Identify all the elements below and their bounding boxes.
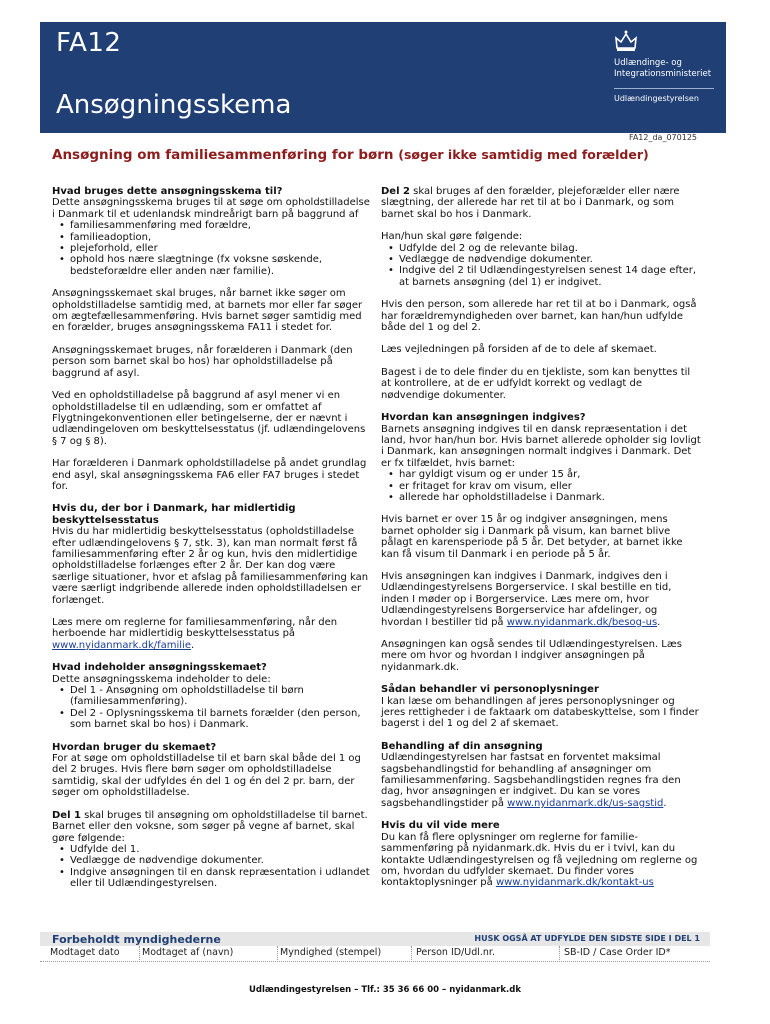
parts-list — [52, 685, 370, 731]
paragraph-with-link — [52, 617, 370, 651]
paragraph: Hvis barnet er over 15 år og indgiver ansøgningen, mens barnet opholder sig i Danmark på visum, kan barnet blive pålagt en karensperiode på 5 år. Det betyder, at barnet ikke kan få visum til Danmark i en periode på 5 år. — [381, 514, 683, 560]
left-column — [52, 186, 370, 901]
authority-label: Forbeholdt myndighederne — [52, 933, 221, 946]
section-heading: Hvis du vil vide mere — [381, 820, 500, 832]
besog-link[interactable]: www.nyidanmark.dk/besog-us — [506, 616, 658, 628]
paragraph-with-link — [381, 571, 701, 628]
list-item: • har gyldigt visum og er under 15 år, — [381, 469, 701, 480]
paragraph: Bagest i de to dele finder du en tjekliste, som kan benyttes til at kontrollere, at de er udfyldt korrekt og vedlagt de nødvendige dokumenter. — [381, 366, 691, 401]
paragraph-with-link — [381, 832, 701, 889]
paragraph-text: skal bruges til ansøgning om opholdstilladelse til barnet. Barnet eller den voksne, som søger på vegne af barnet, skal gøre følgende: — [52, 809, 368, 844]
steps-list — [52, 844, 370, 890]
section-heading: Hvordan kan ansøgningen indgives? — [381, 412, 586, 424]
paragraph: Ansøgningsskemaet bruges, når forælderen i Danmark (den person som barnet skal bo hos) har opholdstilladelse på baggrund af asyl. — [52, 344, 353, 379]
paragraph-with-link — [381, 752, 701, 809]
paragraph-text: skal bruges af den forælder, plejeforælder eller nære slægtning, der allerede har ret til at bo i Danmark, og som barnet skal bo hos i Danmark. — [381, 186, 680, 220]
authority-fields — [40, 946, 710, 962]
person-id-field[interactable]: Person ID/Udl.nr. — [412, 946, 560, 962]
main-title — [52, 146, 692, 164]
paragraph: Hvis du har midlertidig beskyttelsesstatus (opholdstilladelse efter udlændingelovens § 7, stk. 3), kan man normalt først få familiesammenføring efter 2 år og kun, hvis den midlertidige opholdstilladelse forlænges efter 2 år. Der kan dog være særlige situationer, hvor et afslag på familiesammenføring kan være særligt indgribende allerede inden opholdstilladelsen er forlænget. — [52, 526, 369, 606]
conditions-list — [381, 469, 701, 503]
ministry-name: Udlændinge- og Integrationsministeriet — [614, 58, 712, 79]
paragraph: Han/hun skal gøre følgende: — [381, 231, 523, 243]
list-item: • Indgive ansøgningen til en dansk repræsentation i udlandet eller til Udlændingestyrelsen. — [52, 867, 370, 890]
list-item: • ophold hos nære slægtninge (fx voksne søskende, bedsteforældre eller anden nær familie). — [52, 254, 370, 277]
paragraph: Dette ansøgningsskema bruges til at søge om opholdstilladelse i Danmark til et udenlandsk mindreårigt barn på baggrund af — [52, 197, 370, 220]
punctuation: . — [663, 797, 667, 809]
section-heading: Hvad bruges dette ansøgningsskema til? — [52, 186, 283, 197]
familie-link[interactable]: www.nyidanmark.dk/familie — [52, 639, 191, 651]
paragraph-text: Du kan få flere oplysninger om reglerne for familie-sammenføring på nyidanmark.dk. Hvis du er i tvivl, kan du kontakte Udlændingestyrelsen og få vejledning om reglerne og om, hvordan du udfylder skemaet. Du finder vores kontaktoplysninger på — [381, 831, 698, 889]
authority-stamp-field[interactable]: Myndighed (stempel) — [278, 946, 412, 962]
list-item: • Del 1 - Ansøgning om opholdstilladelse til børn (familiesammenføring). — [52, 685, 370, 708]
paragraph-text: Læs mere om reglerne for familiesammenføring, når den herboende har midlertidig beskyttelsesstatus på — [52, 617, 338, 640]
header-banner — [40, 22, 726, 133]
bold-label: Del 2 — [381, 186, 410, 197]
sagstid-link[interactable]: www.nyidanmark.dk/us-sagstid — [507, 797, 664, 809]
kontakt-link[interactable]: www.nyidanmark.dk/kontakt-us — [495, 877, 654, 889]
paragraph: I kan læse om behandlingen af jeres personoplysninger og jeres rettigheder i de faktaark om databeskyttelse, som I finder bagerst i del 1 og del 2 af skemaet. — [381, 695, 699, 730]
form-title: Ansøgningsskema — [56, 90, 292, 120]
main-title-sub: (søger ikke samtidig med forælder) — [398, 147, 649, 162]
paragraph: Ansøgningen kan også sendes til Udlændingestyrelsen. Læs mere om hvor og hvordan I indgiver ansøgningen på nyidanmark.dk. — [381, 639, 682, 673]
agency-name: Udlændingestyrelsen — [614, 94, 699, 103]
paragraph-text: Hvis ansøgningen kan indgives i Danmark, indgives den i Udlændingestyrelsens Borgerservice. I skal bestille en tid, inden I møder op i Borgerservice. Læs mere om, hvor Udlændingestyrelsens Borgerservice har afdelinger, og hvordan I bestiller tid på — [381, 570, 672, 628]
list-item: • Vedlægge de nødvendige dokumenter. — [381, 254, 701, 265]
section-heading: Sådan behandler vi personoplysninger — [381, 684, 599, 696]
paragraph: Hvis den person, som allerede har ret til at bo i Danmark, også har forældremyndigheden over barnet, kan han/hun udfylde både del 1 og del 2. — [381, 299, 697, 334]
paragraph: Læs vejledningen på forsiden af de to dele af skemaet. — [381, 344, 657, 356]
section-heading: Hvordan bruger du skemaet? — [52, 741, 217, 753]
punctuation: . — [190, 639, 195, 651]
paragraph: Ved en opholdstilladelse på baggrund af asyl mener vi en opholdstilladelse til en udlænding, som er omfattet af Flygtningekonventionen eller betingelserne, der er nævnt i udlændingeloven om beskyttelsesstatus (jf. udlændingelovens § 7 og § 8). — [52, 390, 366, 447]
form-code: FA12_da_070125 — [628, 133, 697, 142]
list-item: • Udfylde del 2 og de relevante bilag. — [381, 243, 701, 254]
received-by-field[interactable]: Modtaget af (navn) — [140, 946, 278, 962]
bold-label: Del 1 — [52, 809, 81, 821]
list-item: • er fritaget for krav om visum, eller — [381, 481, 701, 492]
list-item: • Del 2 - Oplysningsskema til barnets forælder (den person, som barnet skal bo hos) i Danmark. — [52, 708, 370, 731]
paragraph: Har forælderen i Danmark opholdstilladelse på andet grundlag end asyl, skal ansøgningsskema FA6 eller FA7 bruges i stedet for. — [52, 458, 367, 492]
paragraph: For at søge om opholdstilladelse til et barn skal både del 1 og del 2 bruges. Hvis flere børn søger om opholdstilladelse samtidig, skal der udfyldes én del 1 og én del 2 pr. barn, der søger om opholdstilladelse. — [52, 753, 361, 799]
list-item: • allerede har opholdstilladelse i Danmark. — [381, 492, 701, 503]
received-date-field[interactable]: Modtaget dato — [50, 946, 140, 962]
paragraph — [381, 186, 701, 220]
purpose-list — [52, 220, 370, 277]
list-item: • familieadoption, — [52, 232, 370, 243]
form-number: FA12 — [56, 28, 122, 58]
punctuation: . — [657, 616, 661, 628]
list-item: • Udfylde del 1. — [52, 844, 370, 855]
paragraph: Ansøgningsskemaet skal bruges, når barnet ikke søger om opholdstilladelse samtidig med, at barnets mor eller far søger om ægtefællesammenføring. Hvis barnet søger samtidig med en forælder, bruges ansøgningsskema FA11 i stedet for. — [52, 288, 363, 334]
right-column — [381, 186, 701, 900]
list-item: • plejeforhold, eller — [52, 243, 370, 254]
steps-list — [381, 243, 701, 289]
section-heading: Hvis du, der bor i Danmark, har midlertidig beskyttelsesstatus — [52, 503, 296, 526]
contact-footer: Udlændingestyrelsen – Tlf.: 35 36 66 00 – nyidanmark.dk — [248, 985, 521, 995]
list-item: • Vedlægge de nødvendige dokumenter. — [52, 855, 370, 866]
list-item: • Indgive del 2 til Udlændingestyrelsen senest 14 dage efter, at barnets ansøgning (del 1) er indgivet. — [381, 265, 701, 288]
divider — [614, 88, 714, 89]
reminder-text: HUSK OGSÅ AT UDFYLDE DEN SIDSTE SIDE I DEL 1 — [474, 934, 700, 943]
paragraph: Barnets ansøgning indgives til en dansk repræsentation i det land, hvor han/hun bor. Hvis barnet allerede opholder sig lovligt i Danmark, kan ansøgningen normalt indgives i Danmark. Det er fx tilfældet, hvis barnet: — [381, 423, 701, 469]
paragraph: Dette ansøgningsskema indeholder to dele: — [52, 673, 271, 685]
case-order-id-field[interactable]: SB-ID / Case Order ID* — [564, 947, 671, 958]
section-heading: Behandling af din ansøgning — [381, 740, 543, 752]
main-title-text: Ansøgning om familiesammenføring for børn — [52, 147, 394, 163]
section-heading: Hvad indeholder ansøgningsskemaet? — [52, 662, 267, 674]
paragraph-text: Udlændingestyrelsen har fastsat en forventet maksimal sagsbehandlingstid for behandling af ansøgninger om familiesammenføring. Sagsbehandlingstiden regnes fra den dag, hvor ansøgningen er indgivet. Du kan se vores sagsbehandlingstider på — [381, 752, 681, 809]
paragraph — [52, 810, 370, 844]
list-item: • familiesammenføring med forældre, — [52, 220, 370, 231]
crown-icon — [614, 30, 638, 52]
